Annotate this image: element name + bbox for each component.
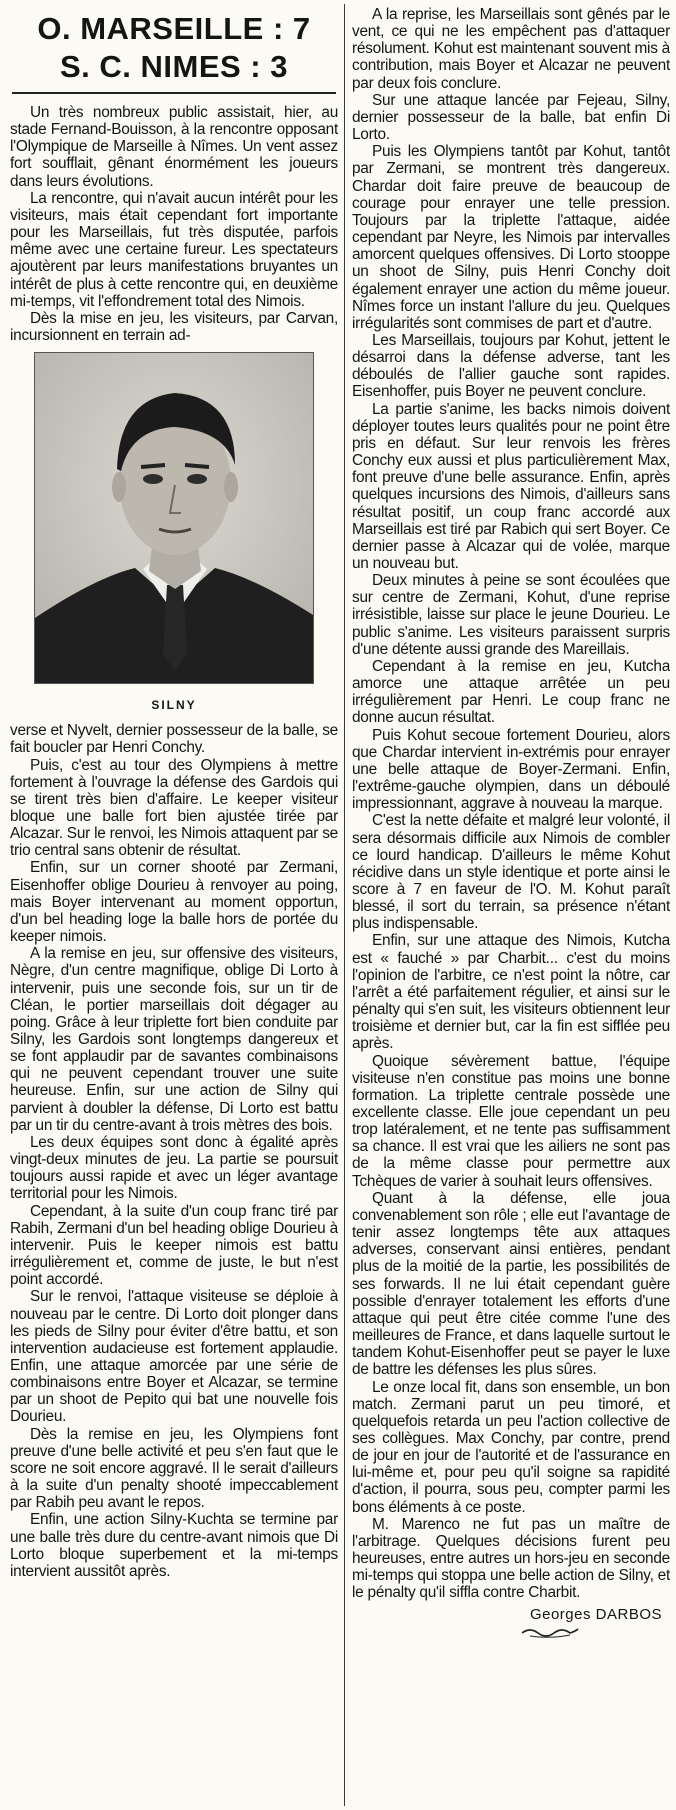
paragraph: Enfin, sur un corner shooté par Zermani, Eisenhoffer oblige Dourieu à renvoyer au poing, mais Boyer intervenant au moment opportun, d'un bel heading loge la balle hors de portée du keeper nimois. — [10, 859, 338, 946]
photo-caption: SILNY — [151, 698, 197, 713]
paragraph: Enfin, sur une attaque des Nimois, Kutcha est « fauché » par Charbit... c'est du moins l'opinion de l'arbitre, ce n'est point la nôtre, car l'arrêt a été parfaitement régulier, et ainsi sur le pénalty qui s'en suit, les visiteurs obtiennent leur troisième et dernier but, car la fin est sifflée peu après. — [352, 932, 670, 1053]
paragraph: Dès la mise en jeu, les visiteurs, par Carvan, incursionnent en terrain ad- — [10, 309, 338, 345]
headline-line-1: O. MARSEILLE : 7 — [37, 11, 311, 46]
author-signature: Georges DARBOS — [529, 1605, 662, 1623]
signature-flourish — [352, 1625, 670, 1644]
column-divider — [344, 4, 345, 1806]
paragraph: Puis, c'est au tour des Olympiens à mettre fortement à l'ouvrage la défense des Gardois qui se tirent très bien d'affaire. Le keeper visiteur bloque une balle fort bien ajustée tirée par Alcazar. Sur le renvoi, les Nimois attaquent par se trio central sans obtenir de résultat. — [10, 756, 338, 860]
paragraph: Dès la remise en jeu, les Olympiens font preuve d'une belle activité et peu s'en faut que le score ne soit encore aggravé. Il le serait d'ailleurs à la suite d'un penalty shooté impeccablement par Rabih peu avant le repos. — [10, 1425, 338, 1512]
paragraph: Cependant, à la suite d'un coup franc tiré par Rabih, Zermani d'un bel heading oblige Dourieu à intervenir. Puis le keeper nimois est battu irrégulièrement et, comme de juste, le but n'est point accordé. — [10, 1202, 338, 1289]
paragraph: Deux minutes à peine se sont écoulées que sur centre de Zermani, Kohut, d'une reprise irrésistible, laisse sur place le jeune Dourieu. Le public s'anime. Les visiteurs paraissent surpris d'une détente aussi grande des Mareillais. — [352, 572, 670, 658]
headline-line-2: S. C. NIMES : 3 — [60, 49, 288, 84]
flourish-ornament — [520, 1625, 580, 1639]
paragraph: Les deux équipes sont donc à égalité après vingt-deux minutes de jeu. La partie se poursuit toujours aussi rapide et avec un léger avantage territorial pour les Nimois. — [10, 1133, 338, 1203]
paragraph: A la reprise, les Marseillais sont gênés par le vent, ce qui ne les empêchent pas d'attaquer résolument. Kohut est maintenant souvent mis à contribution, mais Boyer et Alcazar ne peuvent par deux fois conclure. — [352, 6, 670, 92]
paragraph: Sur une attaque lancée par Fejeau, Silny, dernier possesseur de la balle, bat enfin Di Lorto. — [352, 91, 670, 144]
paragraph: Un très nombreux public assistait, hier, au stade Fernand-Bouisson, à la rencontre opposant l'Olympique de Marseille à Nîmes. Un vent assez fort soufflait, gênant énormément les joueurs dans leurs évolutions. — [10, 104, 338, 190]
right-column — [352, 6, 670, 1804]
paragraph: Enfin, une action Silny-Kuchta se termine par une balle très dure du centre-avant nimois que Di Lorto bloque superbement et la mi-temps intervient aussitôt après. — [10, 1511, 338, 1580]
paragraph: Cependant à la remise en jeu, Kutcha amorce une attaque arrêtée un peu irrégulièrement par Henri. Le coup franc ne donne aucun résultat. — [352, 657, 670, 727]
paragraph: verse et Nyvelt, dernier possesseur de la balle, se fait boucler par Henri Conchy. — [10, 722, 338, 757]
paragraph: A la remise en jeu, sur offensive des visiteurs, Nègre, d'un centre magnifique, oblige Di Lorto à intervenir, puis une seconde fois, sur un tir de Cléan, le portier marseillais doit dégager au poing. Grâce à leur triplette fort bien conduite par Silny, les Gardois sont longtemps dangereux et se font applaudir par de savantes combinaisons qui ne peuvent cependant trouver une suite heureuse. Enfin, sur une action de Silny qui parvient à doubler la défense, Di Lorto est battu par un tir du centre-avant à trois mètres des bois. — [10, 945, 338, 1134]
left-column — [10, 6, 338, 1804]
paragraph: Le onze local fit, dans son ensemble, un bon match. Zermani parut un peu timoré, et quelquefois retarda un peu l'action collective de ses collègues. Max Conchy, par contre, prend de jour en jour de l'autorité et de l'assurance en lui-même et, pour peu qu'il soigne sa rapidité d'action, il pourra, sous peu, compter parmi les bons éléments à ce poste. — [352, 1378, 670, 1516]
paragraph: La rencontre, qui n'avait aucun intérêt pour les visiteurs, mais était cependant fort importante pour les Marseillais, fut très disputée, parfois même avec une certaine fureur. Les spectateurs ajoutèrent par leurs manifestations bruyantes un intérêt de plus à cette rencontre qui, en deuxième mi-temps, vit l'effondrement total des Nimois. — [10, 189, 338, 310]
paragraph: Puis Kohut secoue fortement Dourieu, alors que Chardar intervient in-extrémis pour enrayer une belle attaque de Boyer-Zermani. Enfin, l'extrême-gauche olympien, dans un déboulé impressionnant, aggrave à nouveau la marque. — [352, 726, 670, 813]
paragraph: Sur le renvoi, l'attaque visiteuse se déploie à nouveau par le centre. Di Lorto doit plonger dans les pieds de Silny pour éviter d'être battu, et son intervention audacieuse est fortement applaudie. Enfin, une attaque amorcée par une série de combinaisons entre Boyer et Alcazar, se termine par un shoot de Pepito qui bat une nouvelle fois Dourieu. — [10, 1288, 338, 1426]
headline — [10, 10, 338, 86]
photo-block — [10, 352, 338, 712]
paragraph: M. Marenco ne fut pas un maître de l'arbitrage. Quelques décisions furent peu heureuses, entre autres un hors-jeu en seconde mi-temps qui stoppa une belle action de Silny, et le pénalty qu'il siffla contre Charbit. — [352, 1515, 670, 1602]
headline-rule — [12, 92, 336, 94]
paragraph: La partie s'anime, les backs nimois doivent déployer toutes leurs qualités pour ne point être pris en défaut. Sur leur renvois les frères Conchy eux aussi et plus particulièrement Max, font preuve d'une belle assurance. Enfin, après quelques incursions des Nimois, d'ailleurs sans résultat positif, un coup franc accordé aux Marseillais est tiré par Rabich qui sert Boyer. Ce dernier passe à Alcazar qui de volée, marque un nouveau but. — [352, 400, 670, 572]
paragraph: C'est la nette défaite et malgré leur volonté, il sera désormais difficile aux Nimois de combler ce lourd handicap. D'ailleurs le même Kohut récidive dans un style identique et porte ainsi le score à 7 en faveur de l'O. M. Kohut paraît blessé, il sort du terrain, sa présence n'étant plus indispensable. — [352, 812, 670, 933]
paragraph: Quoique sévèrement battue, l'équipe visiteuse n'en constitue pas moins une bonne formation. La triplette centrale possède une excellente classe. Elle joue cependant un peu trop latéralement, et ne tente pas suffisamment sa chance. Il est vrai que les ailiers ne sont pas de la même classe pour permettre aux Tchèques de varier à souhait leurs offensives. — [352, 1052, 670, 1190]
portrait-photo — [34, 352, 314, 684]
paragraph: Quant à la défense, elle joua convenablement son rôle ; elle eut l'avantage de tenir assez longtemps tête aux attaques adverses, conservant ainsi entières, pendant plus de la moitié de la partie, les possibilités de ses forwards. Il ne lui était cependant guère possible d'enrayer totalement les efforts d'une attaque qui peut être citée comme l'une des meilleures de France, et dans laquelle surtout le tandem Kohut-Eisenhoffer peut se payer le luxe de battre les défenses les plus sûres. — [352, 1189, 670, 1379]
paragraph: Les Marseillais, toujours par Kohut, jettent le désarroi dans la défense adverse, tant les déboulés de l'allier gauche sont rapides. Eisenhoffer, puis Boyer ne peuvent conclure. — [352, 331, 670, 401]
paragraph: Puis les Olympiens tantôt par Kohut, tantôt par Zermani, se montrent très dangereux. Chardar doit faire preuve de beaucoup de courage pour enrayer une telle pression. Toujours par la triplette l'attaque, aidée cependant par Neyre, les Nimois par intervalles amorcent quelques offensives. Di Lorto stooppe un shoot de Silny, puis Henri Conchy doit également enrayer une action du même joueur. Nîmes force un instant l'allure du jeu. Quelques irrégularités sont commises de part et d'autre. — [352, 143, 670, 332]
